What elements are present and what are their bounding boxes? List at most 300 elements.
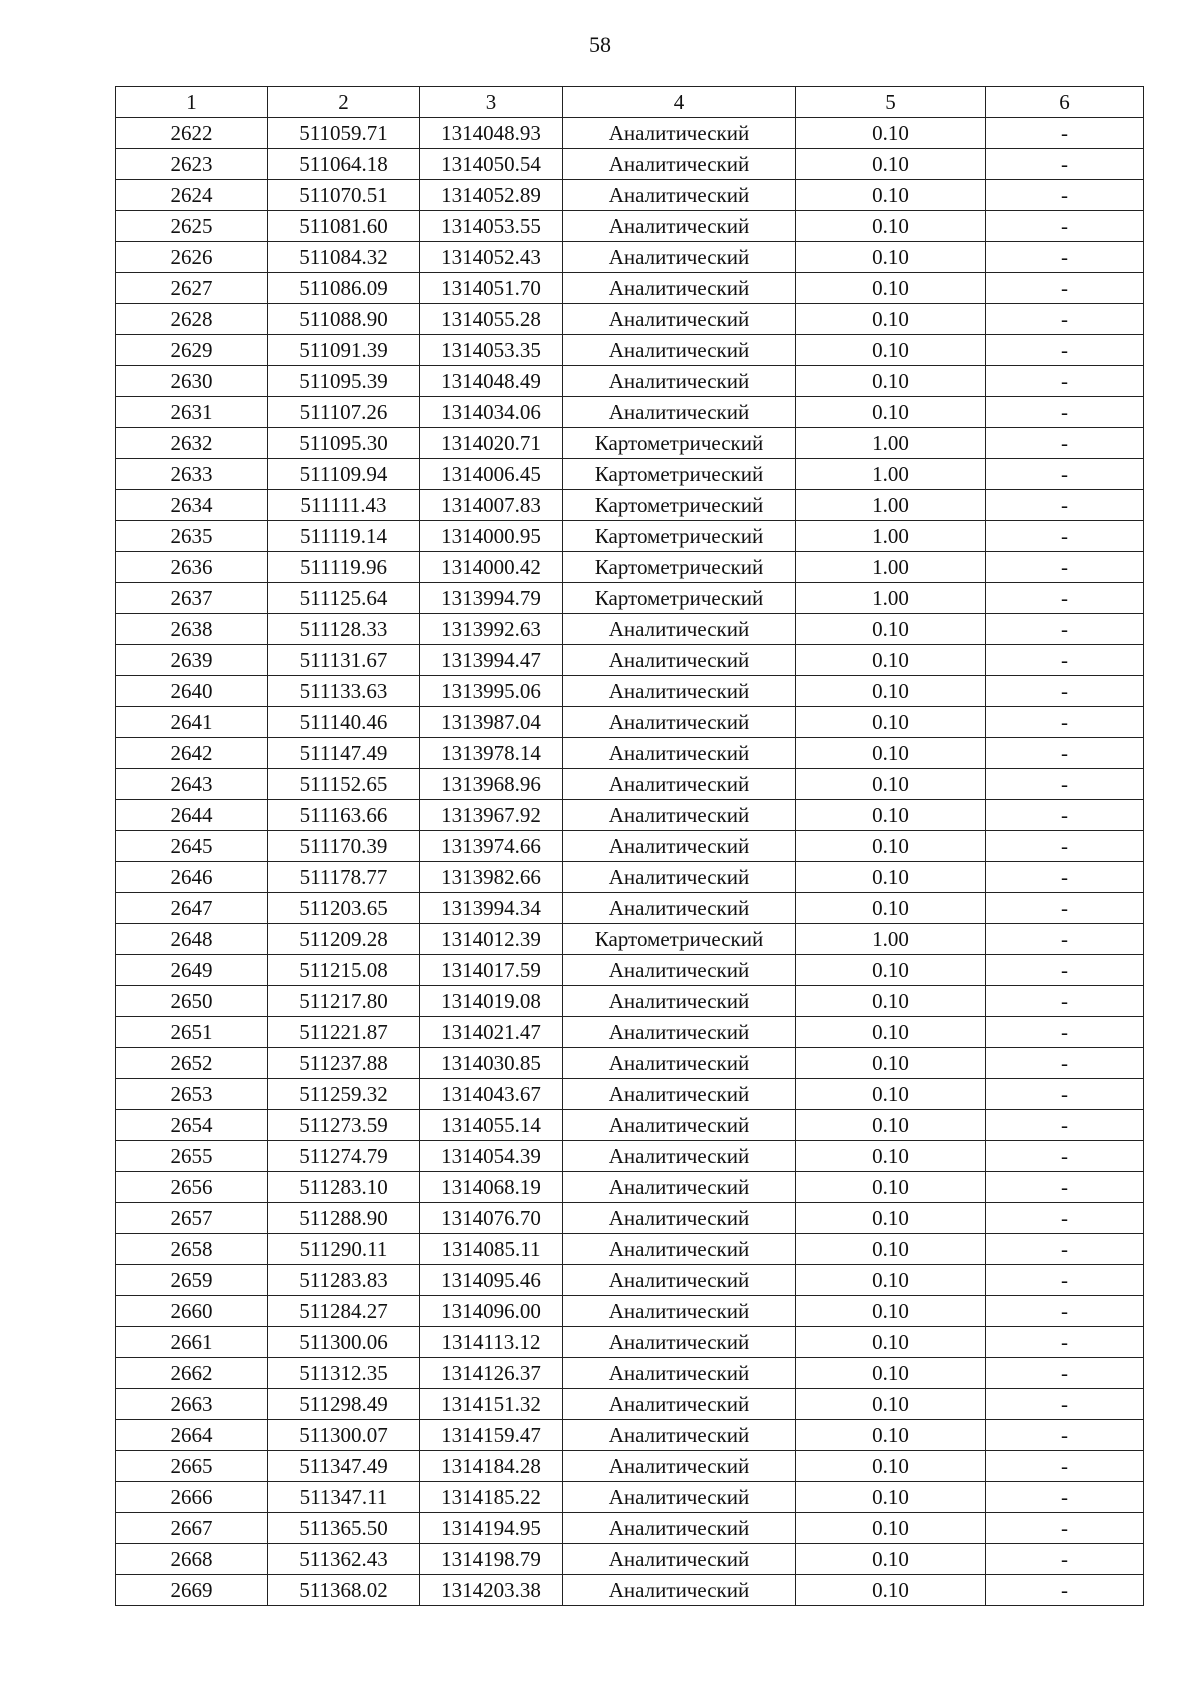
accuracy-cell: 0.10 [796, 273, 986, 304]
table-row [116, 614, 1144, 645]
method-cell: Аналитический [563, 1017, 796, 1048]
table-row [116, 397, 1144, 428]
x-coordinate-cell: 511125.64 [268, 583, 420, 614]
method-cell: Аналитический [563, 335, 796, 366]
method-cell: Аналитический [563, 1358, 796, 1389]
note-cell: - [986, 118, 1144, 149]
point-number-cell: 2655 [116, 1141, 268, 1172]
accuracy-cell: 0.10 [796, 738, 986, 769]
point-number-cell: 2629 [116, 335, 268, 366]
accuracy-cell: 0.10 [796, 1048, 986, 1079]
point-number-cell: 2646 [116, 862, 268, 893]
column-header: 4 [563, 87, 796, 118]
point-number-cell: 2659 [116, 1265, 268, 1296]
table-row [116, 149, 1144, 180]
y-coordinate-cell: 1313994.34 [420, 893, 563, 924]
y-coordinate-cell: 1314019.08 [420, 986, 563, 1017]
accuracy-cell: 1.00 [796, 521, 986, 552]
x-coordinate-cell: 511088.90 [268, 304, 420, 335]
accuracy-cell: 0.10 [796, 1451, 986, 1482]
column-header: 6 [986, 87, 1144, 118]
x-coordinate-cell: 511111.43 [268, 490, 420, 521]
point-number-cell: 2632 [116, 428, 268, 459]
method-cell: Картометрический [563, 428, 796, 459]
x-coordinate-cell: 511217.80 [268, 986, 420, 1017]
point-number-cell: 2652 [116, 1048, 268, 1079]
accuracy-cell: 0.10 [796, 1234, 986, 1265]
y-coordinate-cell: 1314000.42 [420, 552, 563, 583]
table-row [116, 1482, 1144, 1513]
note-cell: - [986, 335, 1144, 366]
method-cell: Аналитический [563, 893, 796, 924]
y-coordinate-cell: 1314055.14 [420, 1110, 563, 1141]
note-cell: - [986, 211, 1144, 242]
point-number-cell: 2642 [116, 738, 268, 769]
x-coordinate-cell: 511070.51 [268, 180, 420, 211]
accuracy-cell: 0.10 [796, 1544, 986, 1575]
y-coordinate-cell: 1314126.37 [420, 1358, 563, 1389]
page-number: 58 [589, 32, 611, 57]
x-coordinate-cell: 511095.39 [268, 366, 420, 397]
x-coordinate-cell: 511203.65 [268, 893, 420, 924]
y-coordinate-cell: 1314185.22 [420, 1482, 563, 1513]
y-coordinate-cell: 1313994.79 [420, 583, 563, 614]
y-coordinate-cell: 1314151.32 [420, 1389, 563, 1420]
table-header [116, 87, 1144, 118]
point-number-cell: 2660 [116, 1296, 268, 1327]
point-number-cell: 2647 [116, 893, 268, 924]
x-coordinate-cell: 511084.32 [268, 242, 420, 273]
y-coordinate-cell: 1314184.28 [420, 1451, 563, 1482]
accuracy-cell: 0.10 [796, 862, 986, 893]
x-coordinate-cell: 511086.09 [268, 273, 420, 304]
method-cell: Картометрический [563, 924, 796, 955]
note-cell: - [986, 1110, 1144, 1141]
y-coordinate-cell: 1314159.47 [420, 1420, 563, 1451]
table-row [116, 1389, 1144, 1420]
y-coordinate-cell: 1313974.66 [420, 831, 563, 862]
column-header: 1 [116, 87, 268, 118]
y-coordinate-cell: 1313968.96 [420, 769, 563, 800]
x-coordinate-cell: 511128.33 [268, 614, 420, 645]
method-cell: Аналитический [563, 862, 796, 893]
x-coordinate-cell: 511259.32 [268, 1079, 420, 1110]
x-coordinate-cell: 511347.49 [268, 1451, 420, 1482]
y-coordinate-cell: 1314198.79 [420, 1544, 563, 1575]
x-coordinate-cell: 511163.66 [268, 800, 420, 831]
table-row [116, 211, 1144, 242]
y-coordinate-cell: 1314113.12 [420, 1327, 563, 1358]
table-row [116, 490, 1144, 521]
note-cell: - [986, 180, 1144, 211]
method-cell: Аналитический [563, 1482, 796, 1513]
accuracy-cell: 0.10 [796, 1513, 986, 1544]
method-cell: Аналитический [563, 955, 796, 986]
y-coordinate-cell: 1314055.28 [420, 304, 563, 335]
accuracy-cell: 0.10 [796, 893, 986, 924]
table-row [116, 738, 1144, 769]
x-coordinate-cell: 511119.14 [268, 521, 420, 552]
x-coordinate-cell: 511215.08 [268, 955, 420, 986]
table-row [116, 769, 1144, 800]
x-coordinate-cell: 511237.88 [268, 1048, 420, 1079]
point-number-cell: 2640 [116, 676, 268, 707]
x-coordinate-cell: 511081.60 [268, 211, 420, 242]
table-row [116, 335, 1144, 366]
note-cell: - [986, 1451, 1144, 1482]
method-cell: Аналитический [563, 831, 796, 862]
method-cell: Аналитический [563, 366, 796, 397]
note-cell: - [986, 1296, 1144, 1327]
point-number-cell: 2641 [116, 707, 268, 738]
accuracy-cell: 0.10 [796, 335, 986, 366]
header-row [116, 87, 1144, 118]
table-row [116, 1141, 1144, 1172]
x-coordinate-cell: 511288.90 [268, 1203, 420, 1234]
method-cell: Картометрический [563, 552, 796, 583]
y-coordinate-cell: 1314000.95 [420, 521, 563, 552]
note-cell: - [986, 1048, 1144, 1079]
note-cell: - [986, 1389, 1144, 1420]
y-coordinate-cell: 1314043.67 [420, 1079, 563, 1110]
x-coordinate-cell: 511209.28 [268, 924, 420, 955]
point-number-cell: 2638 [116, 614, 268, 645]
note-cell: - [986, 242, 1144, 273]
column-header: 3 [420, 87, 563, 118]
table-row [116, 366, 1144, 397]
point-number-cell: 2622 [116, 118, 268, 149]
accuracy-cell: 1.00 [796, 583, 986, 614]
method-cell: Аналитический [563, 800, 796, 831]
table-row [116, 1203, 1144, 1234]
note-cell: - [986, 707, 1144, 738]
x-coordinate-cell: 511284.27 [268, 1296, 420, 1327]
column-header: 2 [268, 87, 420, 118]
y-coordinate-cell: 1314048.49 [420, 366, 563, 397]
accuracy-cell: 0.10 [796, 1203, 986, 1234]
method-cell: Аналитический [563, 1296, 796, 1327]
point-number-cell: 2661 [116, 1327, 268, 1358]
accuracy-cell: 0.10 [796, 1389, 986, 1420]
coordinates-table [115, 86, 1144, 1606]
x-coordinate-cell: 511362.43 [268, 1544, 420, 1575]
x-coordinate-cell: 511119.96 [268, 552, 420, 583]
x-coordinate-cell: 511273.59 [268, 1110, 420, 1141]
point-number-cell: 2656 [116, 1172, 268, 1203]
point-number-cell: 2664 [116, 1420, 268, 1451]
method-cell: Аналитический [563, 1327, 796, 1358]
note-cell: - [986, 273, 1144, 304]
table-row [116, 862, 1144, 893]
note-cell: - [986, 490, 1144, 521]
point-number-cell: 2649 [116, 955, 268, 986]
note-cell: - [986, 583, 1144, 614]
point-number-cell: 2645 [116, 831, 268, 862]
accuracy-cell: 0.10 [796, 1017, 986, 1048]
note-cell: - [986, 955, 1144, 986]
table-row [116, 1358, 1144, 1389]
table-row [116, 180, 1144, 211]
table-row [116, 521, 1144, 552]
table-row [116, 459, 1144, 490]
method-cell: Аналитический [563, 211, 796, 242]
y-coordinate-cell: 1313982.66 [420, 862, 563, 893]
note-cell: - [986, 149, 1144, 180]
accuracy-cell: 0.10 [796, 1110, 986, 1141]
note-cell: - [986, 862, 1144, 893]
point-number-cell: 2644 [116, 800, 268, 831]
note-cell: - [986, 645, 1144, 676]
table-row [116, 304, 1144, 335]
point-number-cell: 2668 [116, 1544, 268, 1575]
x-coordinate-cell: 511365.50 [268, 1513, 420, 1544]
y-coordinate-cell: 1313995.06 [420, 676, 563, 707]
y-coordinate-cell: 1314053.55 [420, 211, 563, 242]
point-number-cell: 2635 [116, 521, 268, 552]
note-cell: - [986, 800, 1144, 831]
y-coordinate-cell: 1314076.70 [420, 1203, 563, 1234]
point-number-cell: 2663 [116, 1389, 268, 1420]
note-cell: - [986, 924, 1144, 955]
accuracy-cell: 0.10 [796, 1327, 986, 1358]
table-row [116, 1296, 1144, 1327]
x-coordinate-cell: 511312.35 [268, 1358, 420, 1389]
accuracy-cell: 0.10 [796, 1358, 986, 1389]
accuracy-cell: 0.10 [796, 955, 986, 986]
accuracy-cell: 0.10 [796, 1482, 986, 1513]
accuracy-cell: 0.10 [796, 118, 986, 149]
y-coordinate-cell: 1314194.95 [420, 1513, 563, 1544]
x-coordinate-cell: 511095.30 [268, 428, 420, 459]
accuracy-cell: 0.10 [796, 149, 986, 180]
y-coordinate-cell: 1314020.71 [420, 428, 563, 459]
accuracy-cell: 0.10 [796, 304, 986, 335]
x-coordinate-cell: 511140.46 [268, 707, 420, 738]
y-coordinate-cell: 1314052.89 [420, 180, 563, 211]
y-coordinate-cell: 1314052.43 [420, 242, 563, 273]
point-number-cell: 2631 [116, 397, 268, 428]
table-row [116, 1110, 1144, 1141]
x-coordinate-cell: 511091.39 [268, 335, 420, 366]
point-number-cell: 2667 [116, 1513, 268, 1544]
point-number-cell: 2666 [116, 1482, 268, 1513]
note-cell: - [986, 521, 1144, 552]
accuracy-cell: 0.10 [796, 397, 986, 428]
point-number-cell: 2658 [116, 1234, 268, 1265]
accuracy-cell: 1.00 [796, 459, 986, 490]
note-cell: - [986, 769, 1144, 800]
accuracy-cell: 0.10 [796, 645, 986, 676]
x-coordinate-cell: 511274.79 [268, 1141, 420, 1172]
y-coordinate-cell: 1313967.92 [420, 800, 563, 831]
x-coordinate-cell: 511147.49 [268, 738, 420, 769]
y-coordinate-cell: 1314054.39 [420, 1141, 563, 1172]
note-cell: - [986, 676, 1144, 707]
note-cell: - [986, 1513, 1144, 1544]
method-cell: Аналитический [563, 180, 796, 211]
point-number-cell: 2650 [116, 986, 268, 1017]
method-cell: Аналитический [563, 1203, 796, 1234]
point-number-cell: 2627 [116, 273, 268, 304]
table-row [116, 118, 1144, 149]
y-coordinate-cell: 1313994.47 [420, 645, 563, 676]
method-cell: Аналитический [563, 1451, 796, 1482]
point-number-cell: 2657 [116, 1203, 268, 1234]
x-coordinate-cell: 511298.49 [268, 1389, 420, 1420]
table-row [116, 1327, 1144, 1358]
accuracy-cell: 0.10 [796, 800, 986, 831]
table-row [116, 893, 1144, 924]
note-cell: - [986, 1575, 1144, 1606]
x-coordinate-cell: 511064.18 [268, 149, 420, 180]
note-cell: - [986, 366, 1144, 397]
x-coordinate-cell: 511152.65 [268, 769, 420, 800]
y-coordinate-cell: 1314095.46 [420, 1265, 563, 1296]
x-coordinate-cell: 511300.06 [268, 1327, 420, 1358]
note-cell: - [986, 1203, 1144, 1234]
method-cell: Аналитический [563, 118, 796, 149]
method-cell: Аналитический [563, 304, 796, 335]
point-number-cell: 2628 [116, 304, 268, 335]
x-coordinate-cell: 511347.11 [268, 1482, 420, 1513]
table-row [116, 1575, 1144, 1606]
note-cell: - [986, 552, 1144, 583]
table-row [116, 676, 1144, 707]
accuracy-cell: 0.10 [796, 242, 986, 273]
y-coordinate-cell: 1313987.04 [420, 707, 563, 738]
note-cell: - [986, 614, 1144, 645]
point-number-cell: 2665 [116, 1451, 268, 1482]
method-cell: Картометрический [563, 583, 796, 614]
accuracy-cell: 1.00 [796, 924, 986, 955]
x-coordinate-cell: 511283.83 [268, 1265, 420, 1296]
table-body [116, 118, 1144, 1606]
point-number-cell: 2653 [116, 1079, 268, 1110]
y-coordinate-cell: 1313978.14 [420, 738, 563, 769]
note-cell: - [986, 459, 1144, 490]
note-cell: - [986, 831, 1144, 862]
accuracy-cell: 0.10 [796, 676, 986, 707]
method-cell: Аналитический [563, 1048, 796, 1079]
table-row [116, 1172, 1144, 1203]
x-coordinate-cell: 511107.26 [268, 397, 420, 428]
table-row [116, 1079, 1144, 1110]
table-row [116, 1017, 1144, 1048]
table-row [116, 955, 1144, 986]
point-number-cell: 2669 [116, 1575, 268, 1606]
y-coordinate-cell: 1314048.93 [420, 118, 563, 149]
table-row [116, 552, 1144, 583]
point-number-cell: 2626 [116, 242, 268, 273]
note-cell: - [986, 1017, 1144, 1048]
point-number-cell: 2633 [116, 459, 268, 490]
x-coordinate-cell: 511290.11 [268, 1234, 420, 1265]
method-cell: Аналитический [563, 1234, 796, 1265]
table-row [116, 1048, 1144, 1079]
note-cell: - [986, 1420, 1144, 1451]
table-row [116, 1265, 1144, 1296]
y-coordinate-cell: 1314053.35 [420, 335, 563, 366]
point-number-cell: 2639 [116, 645, 268, 676]
point-number-cell: 2630 [116, 366, 268, 397]
y-coordinate-cell: 1314051.70 [420, 273, 563, 304]
note-cell: - [986, 1358, 1144, 1389]
note-cell: - [986, 738, 1144, 769]
accuracy-cell: 0.10 [796, 614, 986, 645]
point-number-cell: 2654 [116, 1110, 268, 1141]
method-cell: Аналитический [563, 1389, 796, 1420]
note-cell: - [986, 1544, 1144, 1575]
y-coordinate-cell: 1314007.83 [420, 490, 563, 521]
note-cell: - [986, 397, 1144, 428]
table-row [116, 986, 1144, 1017]
accuracy-cell: 0.10 [796, 366, 986, 397]
point-number-cell: 2636 [116, 552, 268, 583]
point-number-cell: 2625 [116, 211, 268, 242]
table-row [116, 707, 1144, 738]
accuracy-cell: 0.10 [796, 1575, 986, 1606]
accuracy-cell: 0.10 [796, 1265, 986, 1296]
y-coordinate-cell: 1313992.63 [420, 614, 563, 645]
point-number-cell: 2624 [116, 180, 268, 211]
x-coordinate-cell: 511221.87 [268, 1017, 420, 1048]
x-coordinate-cell: 511283.10 [268, 1172, 420, 1203]
note-cell: - [986, 304, 1144, 335]
y-coordinate-cell: 1314030.85 [420, 1048, 563, 1079]
method-cell: Аналитический [563, 1110, 796, 1141]
accuracy-cell: 0.10 [796, 1079, 986, 1110]
x-coordinate-cell: 511368.02 [268, 1575, 420, 1606]
accuracy-cell: 1.00 [796, 428, 986, 459]
note-cell: - [986, 893, 1144, 924]
accuracy-cell: 0.10 [796, 211, 986, 242]
table-row [116, 1451, 1144, 1482]
table-row [116, 1513, 1144, 1544]
method-cell: Аналитический [563, 645, 796, 676]
y-coordinate-cell: 1314085.11 [420, 1234, 563, 1265]
note-cell: - [986, 1327, 1144, 1358]
table-row [116, 428, 1144, 459]
point-number-cell: 2623 [116, 149, 268, 180]
table-row [116, 583, 1144, 614]
y-coordinate-cell: 1314203.38 [420, 1575, 563, 1606]
method-cell: Картометрический [563, 490, 796, 521]
note-cell: - [986, 986, 1144, 1017]
y-coordinate-cell: 1314017.59 [420, 955, 563, 986]
point-number-cell: 2634 [116, 490, 268, 521]
accuracy-cell: 1.00 [796, 490, 986, 521]
table-row [116, 1544, 1144, 1575]
accuracy-cell: 0.10 [796, 1172, 986, 1203]
note-cell: - [986, 1172, 1144, 1203]
accuracy-cell: 1.00 [796, 552, 986, 583]
point-number-cell: 2637 [116, 583, 268, 614]
accuracy-cell: 0.10 [796, 707, 986, 738]
table-row [116, 242, 1144, 273]
method-cell: Картометрический [563, 521, 796, 552]
y-coordinate-cell: 1314050.54 [420, 149, 563, 180]
x-coordinate-cell: 511300.07 [268, 1420, 420, 1451]
x-coordinate-cell: 511059.71 [268, 118, 420, 149]
accuracy-cell: 0.10 [796, 986, 986, 1017]
accuracy-cell: 0.10 [796, 1420, 986, 1451]
x-coordinate-cell: 511131.67 [268, 645, 420, 676]
accuracy-cell: 0.10 [796, 1141, 986, 1172]
method-cell: Аналитический [563, 1265, 796, 1296]
method-cell: Аналитический [563, 614, 796, 645]
table-row [116, 1234, 1144, 1265]
y-coordinate-cell: 1314021.47 [420, 1017, 563, 1048]
